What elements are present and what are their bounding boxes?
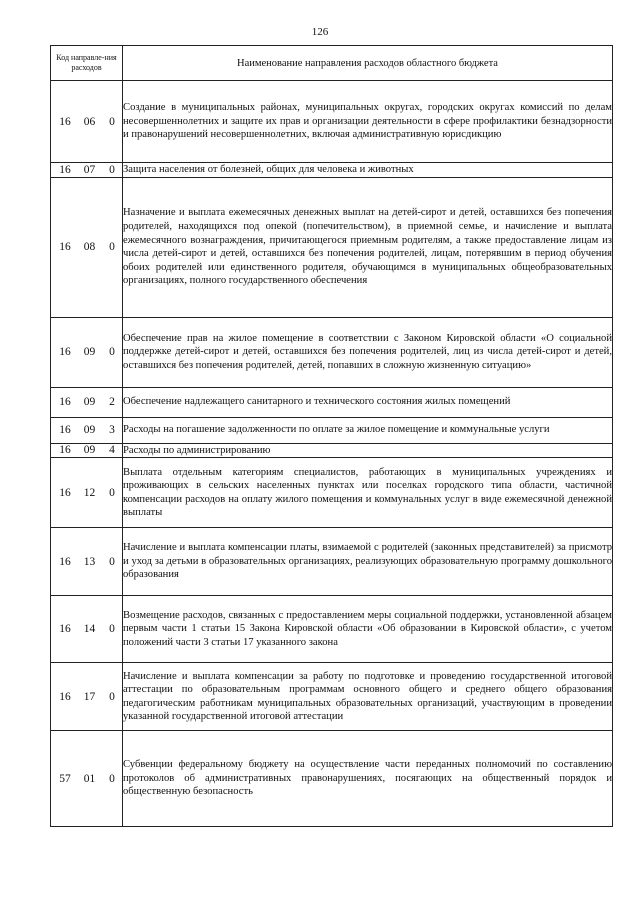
- code-part-2: 09: [83, 346, 96, 359]
- table-row: [51, 417, 613, 443]
- code-part-2: 07: [83, 163, 96, 176]
- expense-description: Обеспечение надлежащего санитарного и технического состояния жилых помещений: [123, 387, 613, 417]
- code-part-2: 01: [83, 772, 96, 785]
- expense-code: [51, 177, 123, 317]
- expense-code: [51, 317, 123, 387]
- table-row: [51, 81, 613, 163]
- name-column-header: Наименование направления расходов областного бюджета: [123, 46, 613, 81]
- expense-description: Начисление и выплата компенсации за работу по подготовке и проведению государственной итоговой аттестации по образовательным программам основного общего и среднего общего образования педагогическим работникам муниципальных образовательных организаций, участвующим в проведении указанной государственной итоговой аттестации: [123, 663, 613, 731]
- expense-code: [51, 663, 123, 731]
- code-column-header: Код направле-ния расходов: [51, 46, 123, 81]
- table-row: [51, 177, 613, 317]
- expense-code: [51, 163, 123, 178]
- code-part-2: 12: [83, 486, 96, 499]
- code-part-2: 08: [83, 241, 96, 254]
- expense-description: Обеспечение прав на жилое помещение в соответствии с Законом Кировской области «О социальной поддержке детей-сирот и детей, оставшихся без попечения родителей, лиц из числа детей-сирот и детей, оставшихся без попечения родителей, детей, попавших в сложную жизненную ситуацию»: [123, 317, 613, 387]
- expense-description: Возмещение расходов, связанных с предоставлением меры социальной поддержки, установленной абзацем первым части 1 статьи 15 Закона Кировской области «Об образовании в Кировской области», с учетом положений части 3 статьи 17 указанного закона: [123, 596, 613, 663]
- code-part-1: 16: [59, 690, 71, 703]
- code-part-3: 4: [109, 444, 115, 457]
- table-row: [51, 528, 613, 596]
- expense-code: [51, 528, 123, 596]
- code-part-3: 0: [109, 115, 115, 128]
- code-part-3: 0: [109, 346, 115, 359]
- code-part-3: 0: [109, 623, 115, 636]
- code-part-3: 2: [109, 396, 115, 409]
- code-part-2: 17: [83, 690, 96, 703]
- code-part-1: 16: [59, 623, 71, 636]
- table-row: [51, 663, 613, 731]
- code-part-3: 0: [109, 690, 115, 703]
- code-part-1: 16: [59, 346, 71, 359]
- expense-description: Расходы на погашение задолженности по оплате за жилое помещение и коммунальные услуги: [123, 417, 613, 443]
- expense-code: [51, 387, 123, 417]
- expense-description: Начисление и выплата компенсации платы, взимаемой с родителей (законных представителей) за присмотр и уход за детьми в образовательных организациях, реализующих образовательную программу дошкольного образования: [123, 528, 613, 596]
- expense-description: Защита населения от болезней, общих для человека и животных: [123, 163, 613, 178]
- table-row: [51, 596, 613, 663]
- table-row: [51, 387, 613, 417]
- expense-code: [51, 458, 123, 528]
- table-row: [51, 731, 613, 827]
- code-part-2: 13: [83, 555, 96, 568]
- expense-description: Выплата отдельным категориям специалистов, работающих в муниципальных учреждениях и проживающих в сельских населенных пунктах или поселках городского типа области, частичной компенсации расходов на оплату жилого помещения и коммунальных услуг в виде ежемесячной денежной выплаты: [123, 458, 613, 528]
- table-row: [51, 317, 613, 387]
- expense-description: Назначение и выплата ежемесячных денежных выплат на детей-сирот и детей, оставшихся без попечения родителей, находящихся под опекой (попечительством), в приемной семье, и начисление и выплата ежемесячного вознаграждения, причитающегося приемным родителям, а также предоставление лицам из числа детей-сирот и детей, оставшихся без попечения родителей, лицам, потерявшим в период обучения обоих родителей или единственного родителя, обучающимся в муниципальных общеобразовательных организациях, полного государственного обеспечения: [123, 177, 613, 317]
- page-number: 126: [311, 26, 329, 38]
- code-part-1: 16: [59, 115, 71, 128]
- code-part-2: 09: [83, 396, 96, 409]
- code-part-1: 57: [59, 772, 71, 785]
- expense-description: Создание в муниципальных районах, муниципальных округах, городских округах комиссий по делам несовершеннолетних и защите их прав и организации деятельности в сфере профилактики безнадзорности и правонарушений несовершеннолетних, включая административную юрисдикцию: [123, 81, 613, 163]
- table-row: [51, 163, 613, 178]
- code-part-1: 16: [59, 396, 71, 409]
- code-part-1: 16: [59, 555, 71, 568]
- code-part-3: 0: [109, 555, 115, 568]
- code-part-1: 16: [59, 424, 71, 437]
- code-part-1: 16: [59, 444, 71, 457]
- code-part-2: 14: [83, 623, 96, 636]
- code-part-1: 16: [59, 163, 71, 176]
- expense-code: [51, 596, 123, 663]
- code-part-3: 0: [109, 772, 115, 785]
- expense-description: Расходы по администрированию: [123, 443, 613, 458]
- code-part-1: 16: [59, 486, 71, 499]
- expense-code: [51, 81, 123, 163]
- expense-code: [51, 731, 123, 827]
- code-part-2: 06: [83, 115, 96, 128]
- code-part-3: 0: [109, 241, 115, 254]
- expense-description: Субвенции федеральному бюджету на осуществление части переданных полномочий по составлению протоколов об административных правонарушениях, посягающих на общественный порядок и общественную безопасность: [123, 731, 613, 827]
- code-part-3: 0: [109, 163, 115, 176]
- budget-table: [50, 45, 613, 827]
- code-part-2: 09: [83, 444, 96, 457]
- code-part-2: 09: [83, 424, 96, 437]
- table-header-row: [51, 46, 613, 81]
- table-row: [51, 443, 613, 458]
- expense-code: [51, 443, 123, 458]
- code-part-3: 3: [109, 424, 115, 437]
- expense-code: [51, 417, 123, 443]
- code-part-3: 0: [109, 486, 115, 499]
- table-row: [51, 458, 613, 528]
- code-part-1: 16: [59, 241, 71, 254]
